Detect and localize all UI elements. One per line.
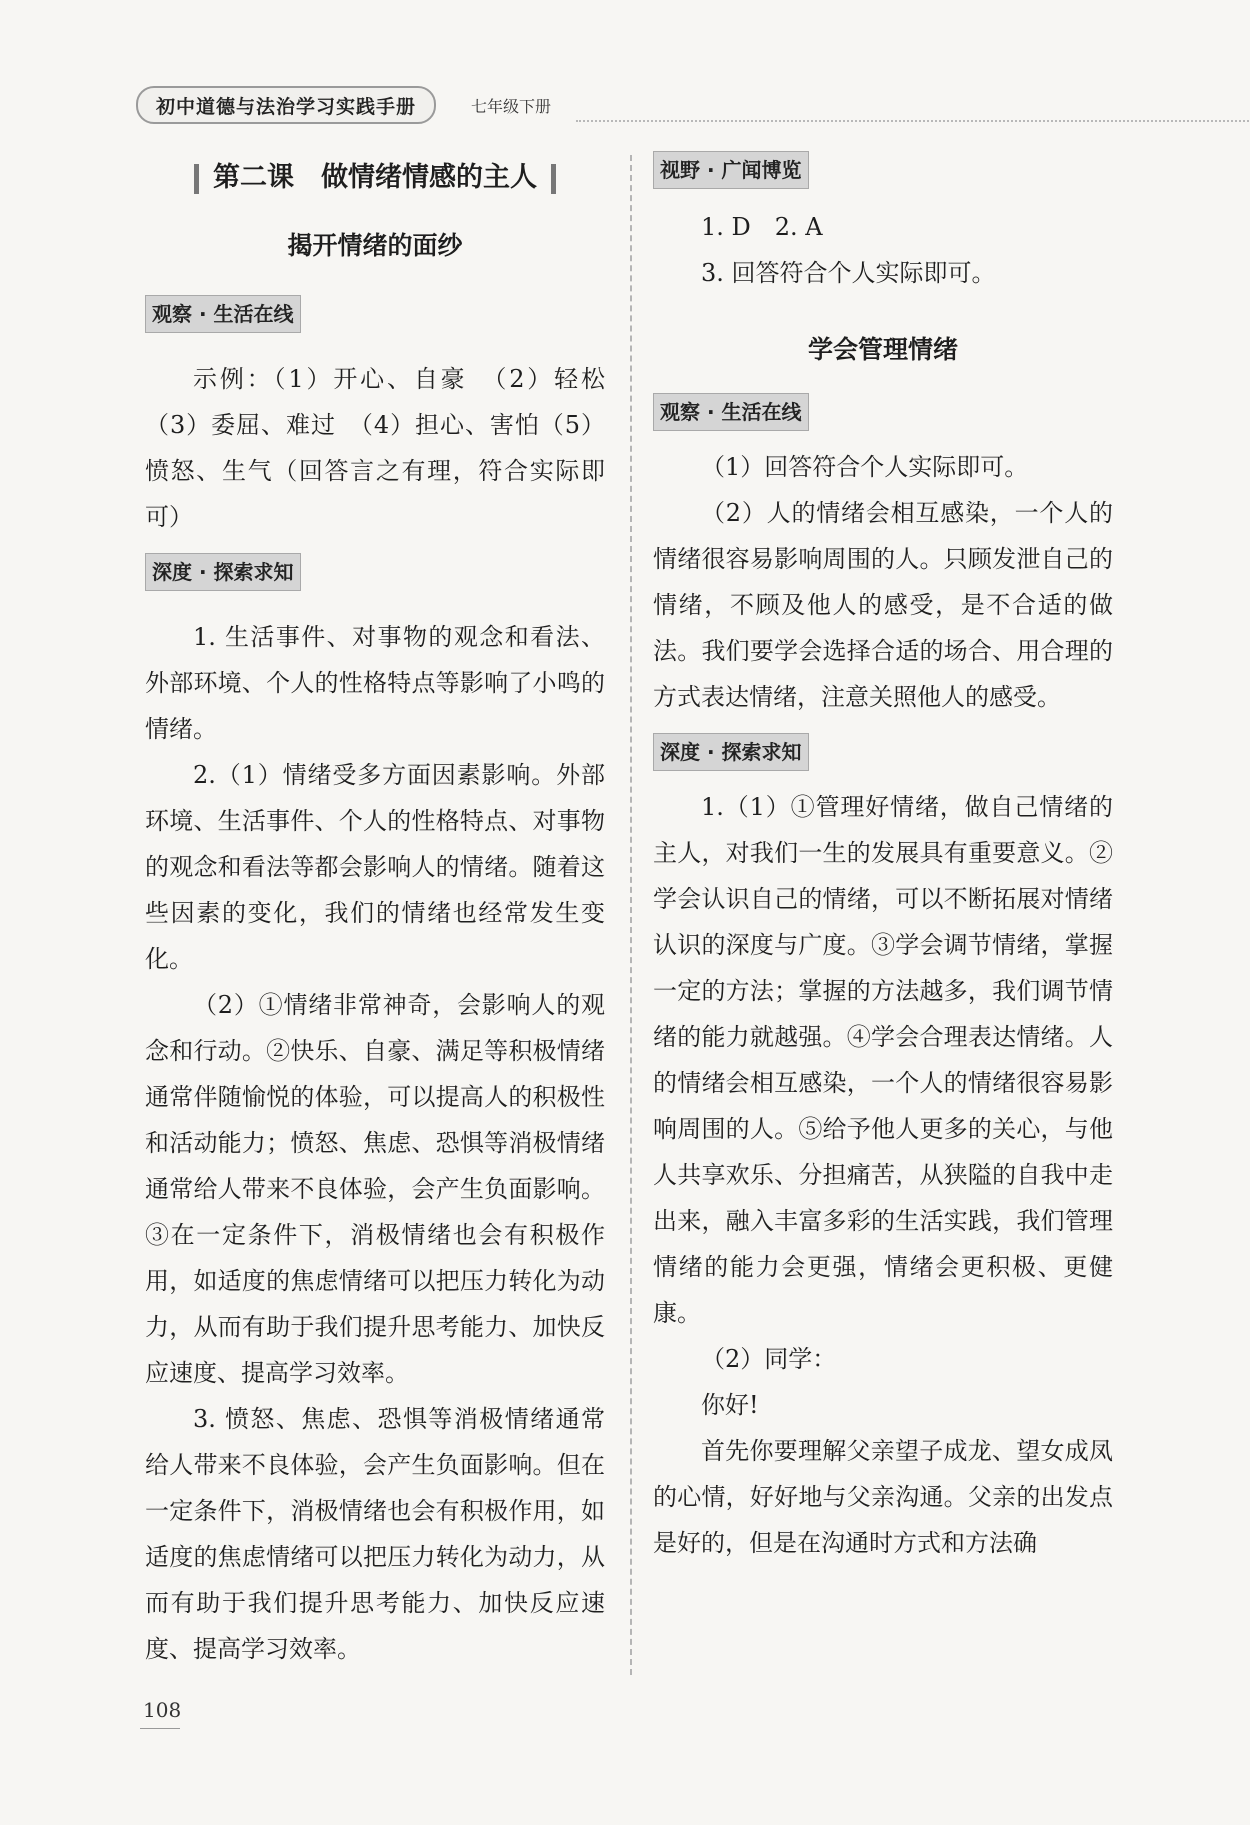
depth-answer-3: 3. 愤怒、焦虑、恐惧等消极情绪通常给人带来不良体验，会产生负面影响。但在一定条件下，消极情绪也会有积极作用，如适度的焦虑情绪可以把压力转化为动力，从而有助于我们提升思考能力、加快反应速度、提高学习效率。 <box>145 1405 605 1663</box>
depth-answer-1: 1. 生活事件、对事物的观念和看法、外部环境、个人的性格特点等影响了小鸣的情绪。 <box>145 623 605 743</box>
observe-answer-2a: （1）回答符合个人实际即可。 <box>701 453 1029 481</box>
tag-depth-2: 深度 · 探索求知 <box>653 733 809 771</box>
observe-answer-2b: （2）人的情绪会相互感染，一个人的情绪很容易影响周围的人。只顾发泄自己的情绪，不顾及他人的感受，是不合适的做法。我们要学会选择合适的场合、用合理的方式表达情绪，注意关照他人的感受。 <box>653 499 1113 711</box>
tag-observe-2: 观察 · 生活在线 <box>653 393 809 431</box>
left-column <box>145 150 605 1672</box>
title-bar-left <box>194 164 199 194</box>
title-bar-right <box>551 164 556 194</box>
book-title: 初中道德与法治学习实践手册 <box>136 86 436 124</box>
page-number-rule <box>140 1728 180 1729</box>
tag-wrap <box>653 380 1113 444</box>
right-column <box>653 150 1113 1566</box>
grade-label: 七年级下册 <box>471 97 552 116</box>
section-title-2: 学会管理情绪 <box>807 335 958 364</box>
tag-wrap <box>145 540 605 604</box>
observe-answer-1: 示例：（1）开心、自豪 （2）轻松（3）委屈、难过 （4）担心、害怕（5）愤怒、生气（回答言之有理，符合实际即可） <box>145 365 605 531</box>
tag-depth-1: 深度 · 探索求知 <box>145 553 301 591</box>
page-number: 108 <box>143 1698 182 1722</box>
tag-observe-1: 观察 · 生活在线 <box>145 295 301 333</box>
tag-wrap <box>653 720 1113 784</box>
lesson-title-text: 第二课 做情绪情感的主人 <box>213 162 537 193</box>
letter-body: 首先你要理解父亲望子成龙、望女成凤的心情，好好地与父亲沟通。父亲的出发点是好的，但是在沟通时方式和方法确 <box>653 1437 1113 1557</box>
tag-wrap <box>145 282 605 346</box>
letter-greeting: 你好! <box>701 1391 759 1419</box>
spacer <box>145 604 605 614</box>
header-rule <box>576 120 1250 122</box>
tag-vision: 视野 · 广闻博览 <box>653 151 809 189</box>
section-title-1: 揭开情绪的面纱 <box>287 231 463 260</box>
vision-answer-3: 3. 回答符合个人实际即可。 <box>701 259 996 287</box>
depth-answer-r1: 1.（1）①管理好情绪，做自己情绪的主人，对我们一生的发展具有重要意义。②学会认识自己的情绪，可以不断拓展对情绪认识的深度与广度。③学会调节情绪，掌握一定的方法；掌握的方法越多，我们调节情绪的能力就越强。④学会合理表达情绪。人的情绪会相互感染，一个人的情绪很容易影响周围的人。⑤给予他人更多的关心，与他人共享欢乐、分担痛苦，从狭隘的自我中走出来，融入丰富多彩的生活实践，我们管理情绪的能力会更强，情绪会更积极、更健康。 <box>653 793 1113 1327</box>
column-divider <box>630 155 632 1675</box>
page-header <box>136 82 1136 122</box>
depth-answer-2b: （2）①情绪非常神奇，会影响人的观念和行动。②快乐、自豪、满足等积极情绪通常伴随愉悦的体验，可以提高人的积极性和活动能力；愤怒、焦虑、恐惧等消极情绪通常给人带来不良体验，会产生负面影响。③在一定条件下，消极情绪也会有积极作用，如适度的焦虑情绪可以把压力转化为动力，从而有助于我们提升思考能力、加快反应速度、提高学习效率。 <box>145 991 605 1387</box>
depth-answer-r2: （2）同学： <box>701 1345 837 1373</box>
depth-answer-2: 2.（1）情绪受多方面因素影响。外部环境、生活事件、个人的性格特点、对事物的观念和看法等都会影响人的情绪。随着这些因素的变化，我们的情绪也经常发生变化。 <box>145 761 605 973</box>
spacer <box>653 296 1113 320</box>
lesson-title <box>145 150 605 206</box>
spacer <box>145 346 605 356</box>
spacer <box>653 190 1113 204</box>
tag-wrap <box>653 150 1113 190</box>
vision-answers: 1. D 2. A <box>701 213 823 241</box>
